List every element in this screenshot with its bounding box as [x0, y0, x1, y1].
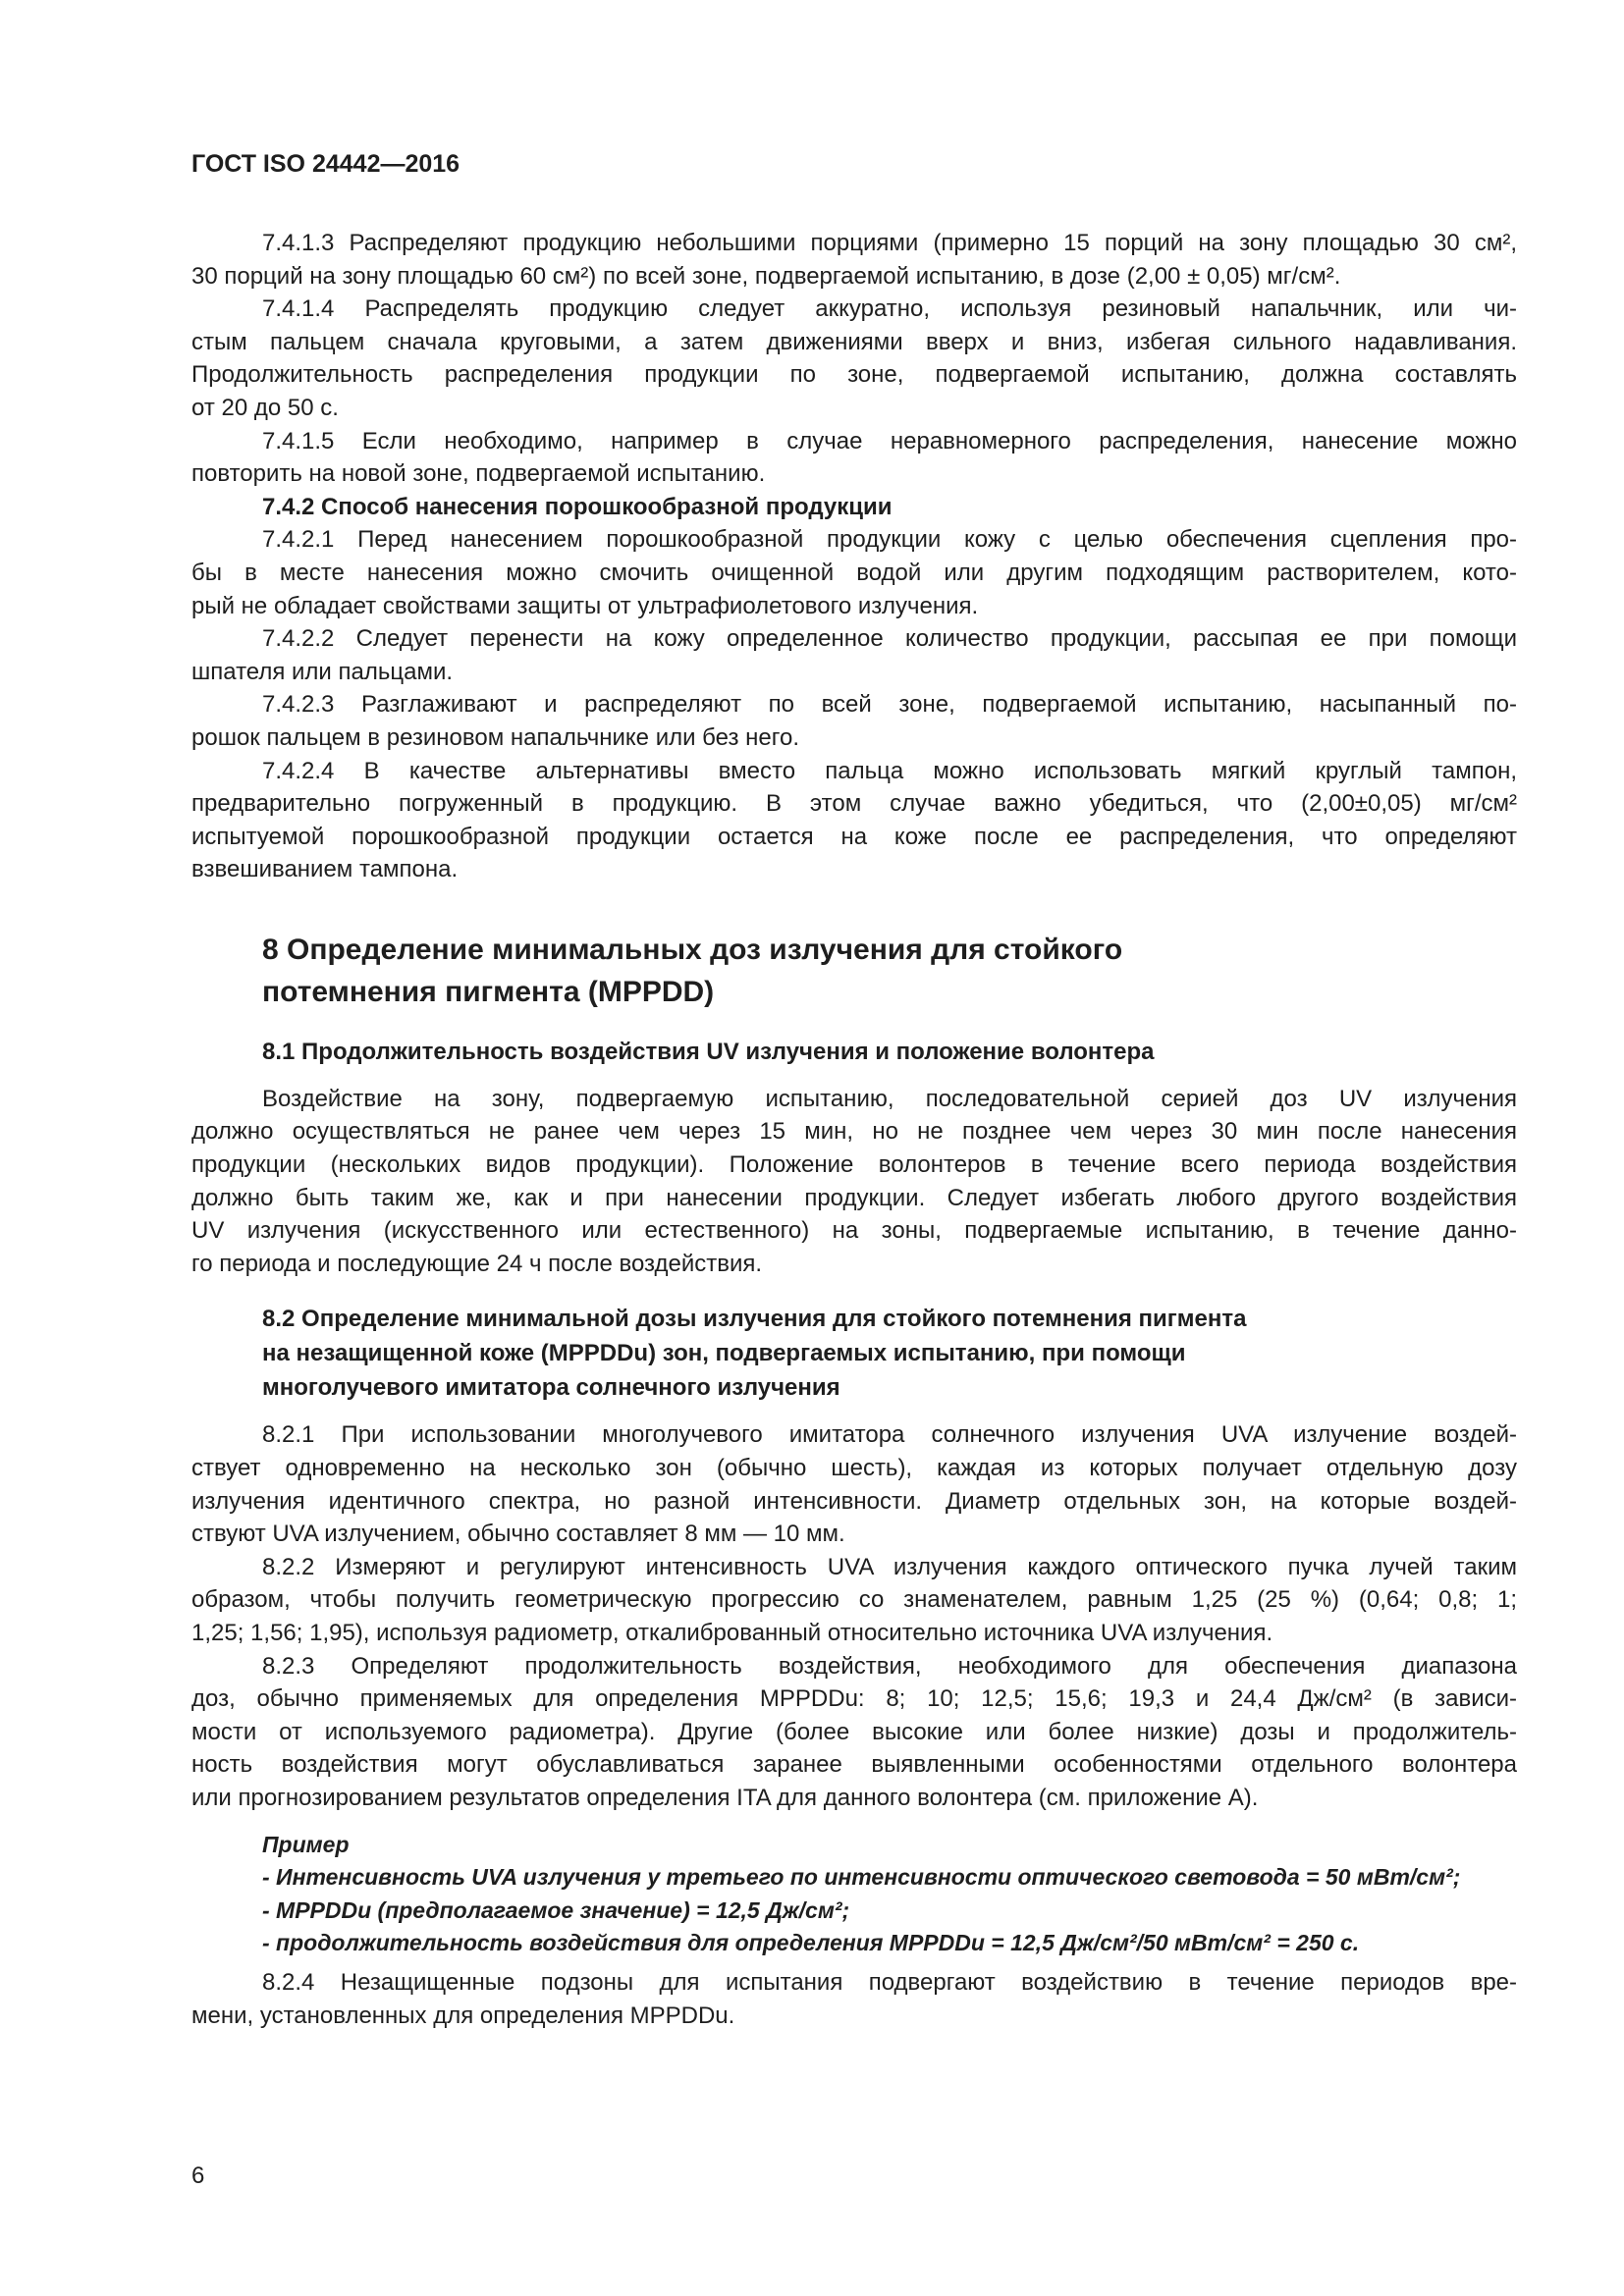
- text-line: стым пальцем сначала круговыми, а затем движениями вверх и вниз, избегая сильного надавливания.: [191, 328, 1517, 355]
- text-line: мени, установленных для определения MPPDDu.: [191, 2002, 735, 2029]
- text-line: рошок пальцем в резиновом напальчнике или без него.: [191, 723, 799, 751]
- paragraph-7-4-2-2: [191, 622, 1517, 688]
- text-line: Воздействие на зону, подвергаемую испытанию, последовательной серией доз UV излучения: [262, 1085, 1517, 1112]
- text-line: 8.2.3 Определяют продолжительность воздействия, необходимого для обеспечения диапазона: [262, 1652, 1517, 1680]
- text-line: 7.4.2.4 В качестве альтернативы вместо пальца можно использовать мягкий круглый тампон,: [262, 757, 1517, 784]
- text-line: - продолжительность воздействия для определения MPPDDu = 12,5 Дж/см²/50 мВт/см² = 250 с.: [262, 1930, 1360, 1956]
- text-line: взвешиванием тампона.: [191, 856, 459, 883]
- text-line: UV излучения (искусственного или естественного) на зоны, подвергаемые испытанию, в течение данно-: [191, 1217, 1517, 1245]
- text-line: бы в месте нанесения можно смочить очищенной водой или другим подходящим растворителем, кото-: [191, 559, 1517, 586]
- text-line: повторить на новой зоне, подвергаемой испытанию.: [191, 460, 766, 488]
- document-body: [191, 227, 1517, 2032]
- document-header: ГОСТ ISO 24442—2016: [191, 150, 460, 178]
- paragraph-7-4-1-4: [191, 293, 1517, 424]
- text-line: 7.4.2 Способ нанесения порошкообразной продукции: [262, 493, 893, 520]
- text-line: 7.4.2.1 Перед нанесением порошкообразной продукции кожу с целью обеспечения сцепления про-: [262, 526, 1517, 554]
- text-line: - MPPDDu (предполагаемое значение) = 12,5 Дж/см²;: [262, 1896, 850, 1923]
- paragraph-7-4-2-4: [191, 755, 1517, 886]
- text-line: многолучевого имитатора солнечного излучения: [262, 1374, 840, 1402]
- text-line: 8.2.2 Измеряют и регулируют интенсивность UVA излучения каждого оптического пучка лучей таким: [262, 1553, 1517, 1580]
- text-line: ствуют UVA излучением, обычно составляет 8 мм — 10 мм.: [191, 1521, 845, 1548]
- paragraph-7-4-1-5: [191, 425, 1517, 491]
- page-number: 6: [191, 2163, 205, 2189]
- text-line: 7.4.1.3 Распределяют продукцию небольшими порциями (примерно 15 порций на зону площадью 30 см²,: [262, 230, 1517, 256]
- text-line: доз, обычно применяемых для определения MPPDDu: 8; 10; 12,5; 15,6; 19,3 и 24,4 Дж/см² (в зависи-: [191, 1685, 1517, 1713]
- text-line: 8.2 Определение минимальной дозы излучения для стойкого потемнения пигмента: [262, 1306, 1247, 1333]
- text-line: продукции (нескольких видов продукции). Положение волонтеров в течение всего периода воздействия: [191, 1151, 1517, 1179]
- heading-8-1: [191, 1035, 1517, 1069]
- text-line: мости от используемого радиометра). Другие (более высокие или более низкие) дозы и продолжитель-: [191, 1718, 1517, 1745]
- paragraph-8-2-2: [191, 1551, 1517, 1650]
- text-line: шпателя или пальцами.: [191, 658, 454, 685]
- text-line: 30 порций на зону площадью 60 см²) по всей зоне, подвергаемой испытанию, в дозе (2,00 ± 0,05) мг/см².: [191, 262, 1341, 290]
- paragraph-7-4-2-3: [191, 688, 1517, 754]
- text-line: от 20 до 50 с.: [191, 394, 339, 421]
- paragraph-7-4-1-3: [191, 227, 1517, 293]
- paragraph-7-4-2-1: [191, 523, 1517, 622]
- text-line: 7.4.2.3 Разглаживают и распределяют по всей зоне, подвергаемой испытанию, насыпанный по-: [262, 691, 1517, 719]
- text-line: 1,25; 1,56; 1,95), используя радиометр, откалиброванный относительно источника UVA излучения.: [191, 1620, 1273, 1646]
- text-line: 8.1 Продолжительность воздействия UV излучения и положение волонтера: [262, 1038, 1155, 1065]
- text-line: рый не обладает свойствами защиты от ультрафиолетового излучения.: [191, 592, 979, 619]
- text-line: ность воздействия могут обуславливаться заранее выявленными особенностями отдельного волонтера: [191, 1751, 1517, 1779]
- example-block: [191, 1829, 1517, 1960]
- text-line: на незащищенной коже (MPPDDu) зон, подвергаемых испытанию, при помощи: [262, 1340, 1186, 1367]
- text-line: предварительно погруженный в продукцию. В этом случае важно убедиться, что (2,00±0,05) мг/см²: [191, 790, 1517, 818]
- paragraph-8-2-1: [191, 1418, 1517, 1550]
- text-line: 8.2.1 При использовании многолучевого имитатора солнечного излучения UVA излучение воздей-: [262, 1421, 1517, 1449]
- paragraph-8-1: [191, 1083, 1517, 1281]
- text-line: го периода и последующие 24 ч после воздействия.: [191, 1250, 763, 1277]
- text-line: ствует одновременно на несколько зон (обычно шесть), каждая из которых получает отдельную дозу: [191, 1455, 1517, 1482]
- text-line: или прогнозированием результатов определения ITA для данного волонтера (см. приложение А).: [191, 1784, 1259, 1811]
- text-line: 7.4.2.2 Следует перенести на кожу определенное количество продукции, рассыпая ее при помощи: [262, 625, 1517, 653]
- text-line: - Интенсивность UVA излучения у третьего по интенсивности оптического световода = 50 мВт/см²;: [262, 1864, 1461, 1891]
- heading-7-4-2: [191, 491, 1517, 524]
- text-line: должно осуществляться не ранее чем через 15 мин, но не позднее чем через 30 мин после нанесения: [191, 1118, 1517, 1146]
- section-8-title: [191, 929, 1517, 1013]
- text-line: 8.2.4 Незащищенные подзоны для испытания подвергают воздействию в течение периодов вре-: [262, 1968, 1517, 1996]
- text-line: образом, чтобы получить геометрическую прогрессию со знаменателем, равным 1,25 (25 %) (0,64; 0,8; 1;: [191, 1586, 1517, 1614]
- heading-8-2: [191, 1302, 1517, 1405]
- text-line: Пример: [262, 1831, 350, 1857]
- text-line: должно быть таким же, как и при нанесении продукции. Следует избегать любого другого воздействия: [191, 1184, 1517, 1211]
- text-line: потемнения пигмента (MPPDD): [262, 975, 715, 1008]
- paragraph-8-2-3: [191, 1650, 1517, 1815]
- text-line: 8 Определение минимальных доз излучения для стойкого: [262, 933, 1123, 966]
- text-line: 7.4.1.5 Если необходимо, например в случае неравномерного распределения, нанесение можно: [262, 427, 1517, 454]
- text-line: Продолжительность распределения продукции по зоне, подвергаемой испытанию, должна составлять: [191, 361, 1517, 389]
- text-line: испытуемой порошкообразной продукции остается на коже после ее распределения, что определяют: [191, 823, 1517, 850]
- paragraph-8-2-4: [191, 1966, 1517, 2032]
- text-line: 7.4.1.4 Распределять продукцию следует аккуратно, используя резиновый напальчник, или чи-: [262, 295, 1517, 323]
- text-line: излучения идентичного спектра, но разной интенсивности. Диаметр отдельных зон, на которые воздей-: [191, 1487, 1517, 1515]
